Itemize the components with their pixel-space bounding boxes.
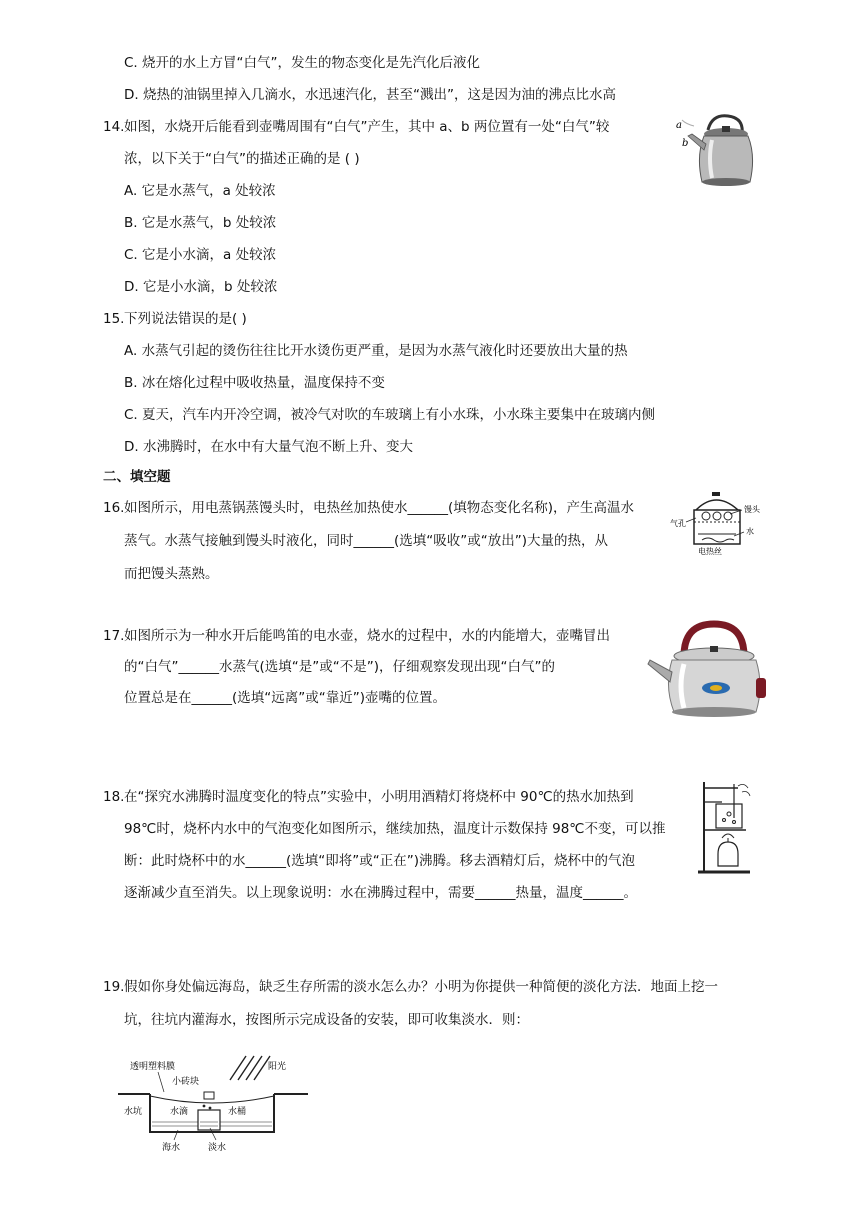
q15-number: 15. bbox=[103, 311, 125, 327]
q19-number: 19. bbox=[103, 979, 125, 995]
q14-stem-line1: 如图，水烧开后能看到壶嘴周围有“白气”产生，其中 a、b 两位置有一处“白气”较 bbox=[124, 119, 610, 135]
q18-number: 18. bbox=[103, 789, 125, 805]
q16-number: 16. bbox=[103, 500, 125, 516]
q15-option-c: C. 夏天，汽车内开冷空调，被冷气对吹的车玻璃上有小水珠，小水珠主要集中在玻璃内侧 bbox=[124, 407, 656, 423]
steamer-figure-q16 bbox=[668, 488, 764, 556]
q17-line1: 如图所示为一种水开后能鸣笛的电水壶，烧水的过程中，水的内能增大，壶嘴冒出 bbox=[124, 628, 610, 644]
q18-line4: 逐渐减少直至消失。以上现象说明：水在沸腾过程中，需要______热量，温度______。 bbox=[124, 885, 637, 901]
electric-kettle-figure-q17 bbox=[644, 616, 770, 720]
desalination-figure-q19 bbox=[118, 1052, 308, 1156]
fig-label-a: a bbox=[676, 120, 682, 131]
q14-number: 14. bbox=[103, 119, 125, 135]
fig-label-dianresi: 电热丝 bbox=[698, 547, 722, 556]
q13-option-c: C. 烧开的水上方冒“白气”，发生的物态变化是先汽化后液化 bbox=[124, 55, 480, 71]
q17-number: 17. bbox=[103, 628, 125, 644]
q17-line2: 的“白气”______水蒸气(选填“是”或“不是”)，仔细观察发现出现“白气”的 bbox=[124, 659, 555, 675]
section-title-fill-in: 二、填空题 bbox=[103, 469, 171, 485]
fig-label-sun: 阳光 bbox=[268, 1062, 287, 1072]
q15-option-b: B. 冰在熔化过程中吸收热量，温度保持不变 bbox=[124, 375, 385, 391]
q16-line2: 蒸气。水蒸气接触到馒头时液化，同时______(选填“吸收”或“放出”)大量的热，从 bbox=[124, 533, 609, 549]
q14-option-d: D. 它是小水滴，b 处较浓 bbox=[124, 279, 278, 295]
fig-label-pit: 水坑 bbox=[124, 1107, 143, 1117]
boiling-apparatus-figure-q18 bbox=[694, 778, 756, 876]
q13-option-d: D. 烧热的油锅里掉入几滴水，水迅速汽化，甚至“溅出”，这是因为油的沸点比水高 bbox=[124, 87, 616, 103]
q14-option-b: B. 它是水蒸气，b 处较浓 bbox=[124, 215, 277, 231]
fig-label-fresh: 淡水 bbox=[208, 1143, 227, 1153]
q14-stem-line2: 浓，以下关于“白气”的描述正确的是 ( ) bbox=[124, 151, 360, 167]
fig-label-sea: 海水 bbox=[162, 1143, 181, 1153]
fig-label-film: 透明塑料膜 bbox=[130, 1062, 176, 1072]
q18-line2: 98℃时，烧杯内水中的气泡变化如图所示，继续加热，温度计示数保持 98℃不变，可以推 bbox=[124, 821, 666, 837]
fig-label-drop: 水滴 bbox=[170, 1107, 189, 1117]
q19-line2: 坑，往坑内灌海水，按图所示完成设备的安装，即可收集淡水．则： bbox=[124, 1012, 529, 1028]
q14-option-a: A. 它是水蒸气，a 处较浓 bbox=[124, 183, 276, 199]
q17-line3: 位置总是在______(选填“远离”或“靠近”)壶嘴的位置。 bbox=[124, 690, 447, 706]
q15-option-a: A. 水蒸气引起的烫伤往往比开水烫伤更严重，是因为水蒸气液化时还要放出大量的热 bbox=[124, 343, 628, 359]
q18-line3: 断：此时烧杯中的水______(选填“即将”或“正在”)沸腾。移去酒精灯后，烧杯中的气泡 bbox=[124, 853, 636, 869]
q15-stem: 下列说法错误的是( ) bbox=[124, 311, 247, 327]
kettle-figure-q14 bbox=[672, 112, 756, 190]
fig-label-shui: 水 bbox=[746, 527, 754, 536]
fig-label-qikong: 气孔 bbox=[670, 519, 686, 528]
fig-label-bucket: 水桶 bbox=[228, 1107, 247, 1117]
fig-label-mantou: 馒头 bbox=[744, 505, 760, 514]
fig-label-b: b bbox=[682, 138, 689, 149]
q15-option-d: D. 水沸腾时，在水中有大量气泡不断上升、变大 bbox=[124, 439, 413, 455]
q14-option-c: C. 它是小水滴，a 处较浓 bbox=[124, 247, 277, 263]
q16-line1: 如图所示，用电蒸锅蒸馒头时，电热丝加热使水______(填物态变化名称)，产生高温水 bbox=[124, 500, 635, 516]
fig-label-brick: 小砖块 bbox=[172, 1077, 200, 1087]
q16-line3: 而把馒头蒸熟。 bbox=[124, 566, 219, 582]
q18-line1: 在“探究水沸腾时温度变化的特点”实验中，小明用酒精灯将烧杯中 90℃的热水加热到 bbox=[124, 789, 634, 805]
q19-line1: 假如你身处偏远海岛，缺乏生存所需的淡水怎么办？小明为你提供一种简便的淡化方法．地面上挖一 bbox=[124, 979, 718, 995]
